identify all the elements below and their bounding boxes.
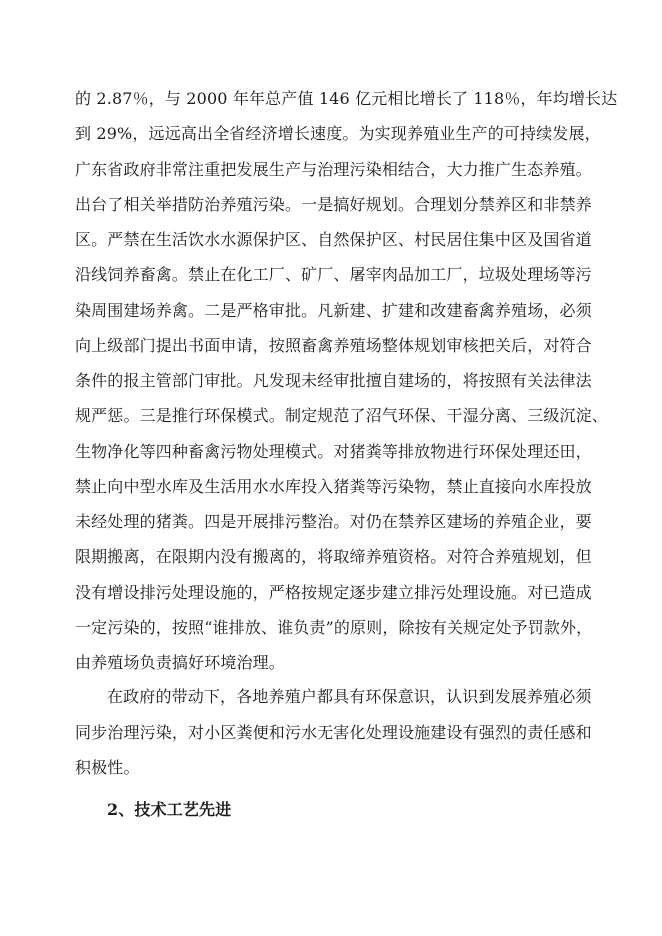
paragraph-line: 生物净化等四种畜禽污物处理模式。对猪粪等排放物进行环保处理还田， (75, 442, 592, 461)
paragraph-line: 向上级部门提出书面申请，按照畜禽养殖场整体规划审核把关后，对符合 (75, 336, 592, 355)
section-heading: 2、技术工艺先进 (107, 800, 232, 819)
paragraph-line: 的 2.87％，与 2000 年年总产值 146 亿元相比增长了 118％，年均增长达 (75, 89, 618, 108)
paragraph-line: 同步治理污染，对小区粪便和污水无害化处理设施建设有强烈的责任感和 (75, 723, 592, 742)
paragraph-line: 区。严禁在生活饮水水源保护区、自然保护区、村民居住集中区及国省道 (75, 230, 592, 249)
paragraph-line: 积极性。 (75, 758, 140, 777)
paragraph-line: 条件的报主管部门审批。凡发现未经审批擅自建场的，将按照有关法律法 (75, 371, 592, 390)
paragraph-line: 到 29%，远远高出全省经济增长速度。为实现养殖业生产的可持续发展， (75, 124, 601, 143)
paragraph-line: 广东省政府非常注重把发展生产与治理污染相结合，大力推广生态养殖。 (75, 160, 592, 179)
paragraph-line: 由养殖场负责搞好环境治理。 (75, 653, 285, 672)
paragraph-line: 在政府的带动下，各地养殖户都具有环保意识，认识到发展养殖必须 (107, 687, 592, 706)
paragraph-line: 限期搬离，在限期内没有搬离的，将取缔养殖资格。对符合养殖规划，但 (75, 547, 592, 566)
paragraph-line: 一定污染的，按照“谁排放、谁负责”的原则，除按有关规定处予罚款外， (75, 618, 593, 637)
paragraph-line: 沿线饲养畜禽。禁止在化工厂、矿厂、屠宰肉品加工厂，垃圾处理场等污 (75, 265, 592, 284)
paragraph-line: 出台了相关举措防治养殖污染。一是搞好规划。合理划分禁养区和非禁养 (75, 195, 592, 214)
paragraph-line: 禁止向中型水库及生活用水水库投入猪粪等污染物，禁止直接向水库投放 (75, 477, 592, 496)
paragraph-line: 规严惩。三是推行环保模式。制定规范了沼气环保、干湿分离、三级沉淀、 (75, 406, 608, 425)
paragraph-line: 染周围建场养禽。二是严格审批。凡新建、扩建和改建畜禽养殖场，必须 (75, 301, 592, 320)
paragraph-line: 没有增设排污处理设施的，严格按规定逐步建立排污处理设施。对已造成 (75, 583, 592, 602)
paragraph-line: 未经处理的猪粪。四是开展排污整治。对仍在禁养区建场的养殖企业，要 (75, 512, 592, 531)
